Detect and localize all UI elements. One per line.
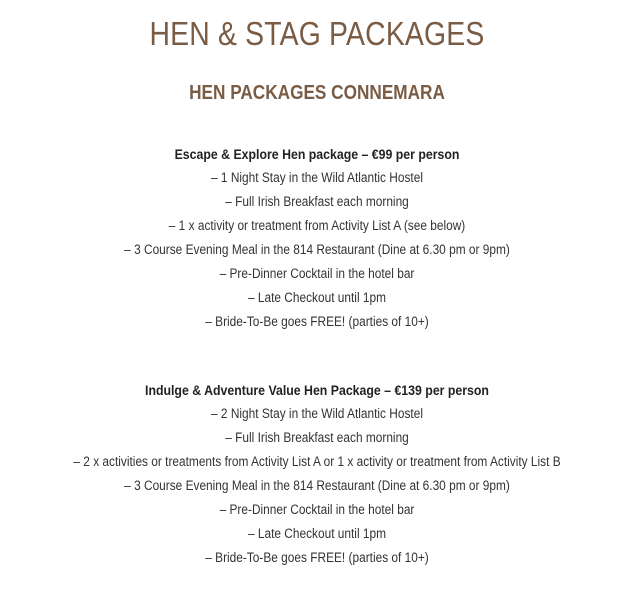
- package-escape-explore: [0, 142, 634, 334]
- package-item: – Full Irish Breakfast each morning: [225, 430, 409, 445]
- package-item: – 2 x activities or treatments from Activity List A or 1 x activity or treatment from Activity List B: [73, 454, 561, 469]
- package-item: – 3 Course Evening Meal in the 814 Restaurant (Dine at 6.30 pm or 9pm): [124, 478, 510, 493]
- package-item: – Full Irish Breakfast each morning: [225, 194, 409, 209]
- package-item: – 3 Course Evening Meal in the 814 Restaurant (Dine at 6.30 pm or 9pm): [124, 242, 510, 257]
- package-item: – 2 Night Stay in the Wild Atlantic Hostel: [211, 406, 423, 421]
- package-item: – Pre-Dinner Cocktail in the hotel bar: [219, 502, 415, 517]
- package-item: – 1 x activity or treatment from Activity List A (see below): [168, 218, 466, 233]
- package-item-list: [0, 402, 634, 570]
- package-name: Indulge & Adventure Value Hen Package – €139 per person: [145, 382, 489, 398]
- package-name: Escape & Explore Hen package – €99 per person: [174, 146, 460, 162]
- package-item: – Late Checkout until 1pm: [247, 526, 387, 541]
- package-item-list: [0, 166, 634, 334]
- section-title: HEN PACKAGES CONNEMARA: [189, 82, 445, 104]
- package-item: – 1 Night Stay in the Wild Atlantic Hostel: [211, 170, 423, 185]
- package-item: – Bride-To-Be goes FREE! (parties of 10+): [205, 314, 429, 329]
- package-item: – Late Checkout until 1pm: [247, 290, 387, 305]
- page-title: HEN & STAG PACKAGES: [149, 15, 485, 52]
- package-item: – Pre-Dinner Cocktail in the hotel bar: [219, 266, 415, 281]
- package-indulge-adventure: [0, 378, 634, 570]
- package-item: – Bride-To-Be goes FREE! (parties of 10+): [205, 550, 429, 565]
